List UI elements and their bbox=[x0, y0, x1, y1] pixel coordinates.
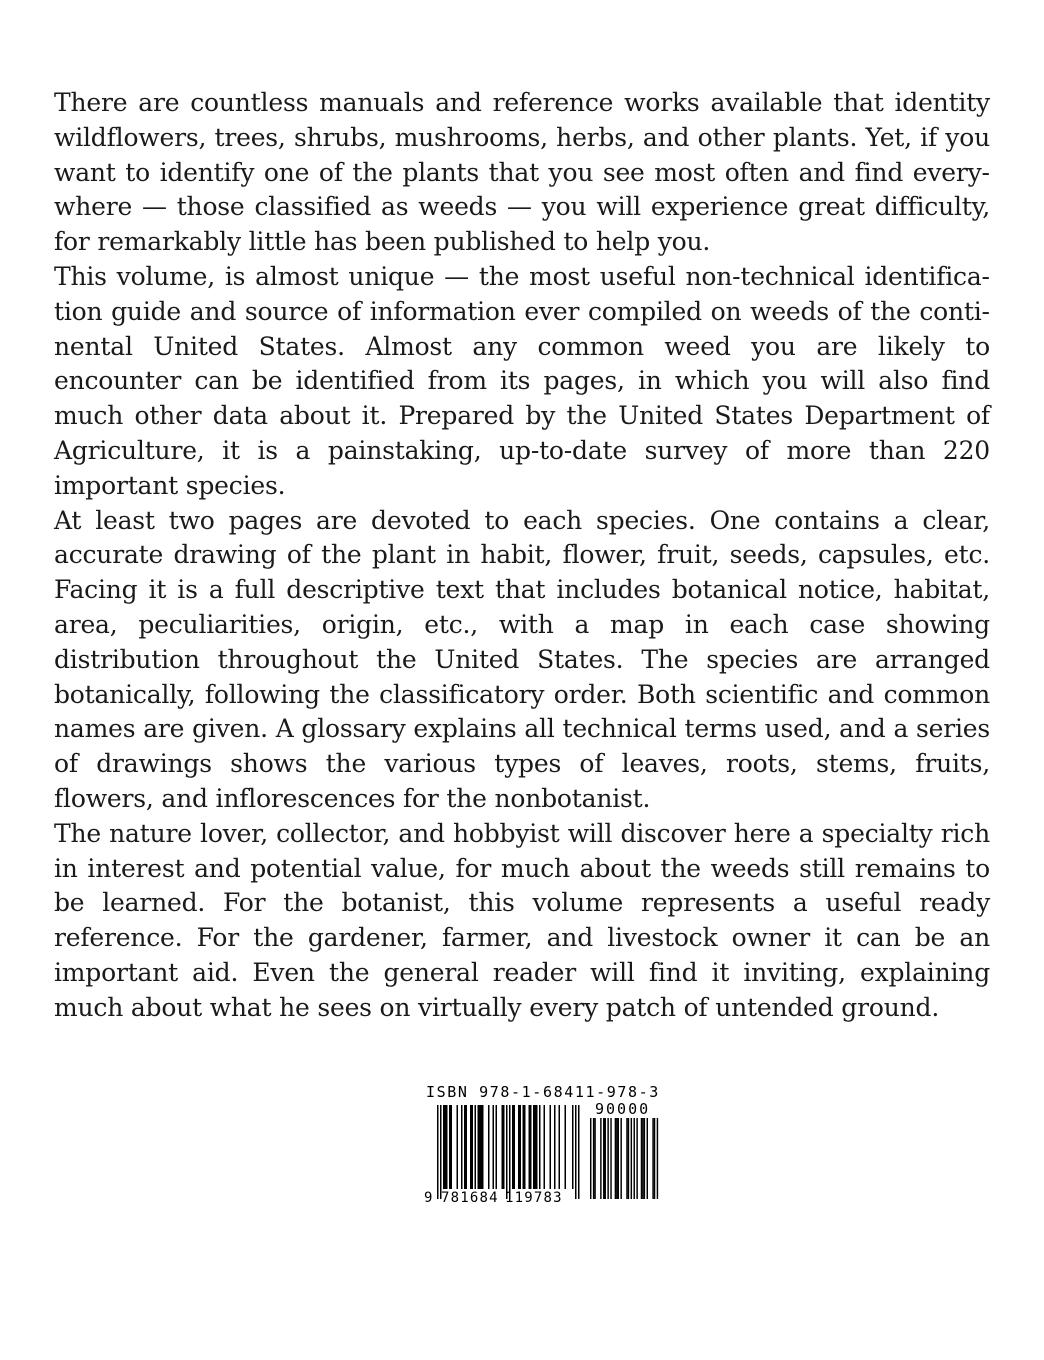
barcode-bar bbox=[488, 1105, 490, 1189]
barcode-bar bbox=[572, 1105, 574, 1189]
barcode-bar bbox=[512, 1105, 514, 1189]
barcode-guard-bar bbox=[578, 1105, 580, 1199]
barcode-bar bbox=[482, 1105, 484, 1189]
isbn-barcode bbox=[424, 1083, 664, 1223]
barcode-bar bbox=[514, 1105, 516, 1189]
barcode-bar bbox=[502, 1105, 504, 1189]
barcode-bar bbox=[524, 1105, 526, 1189]
barcode-bar bbox=[475, 1105, 477, 1189]
barcode-bar bbox=[530, 1105, 532, 1189]
price-addon-code: 90000 bbox=[595, 1100, 651, 1118]
barcode-bar bbox=[472, 1105, 474, 1189]
addon-bar bbox=[636, 1118, 637, 1199]
barcode-bar bbox=[478, 1105, 480, 1189]
barcode-bar bbox=[554, 1105, 556, 1189]
description-paragraph-3: At least two pages are devoted to each species. One contains a clear, accurate drawing of the plant in habit, flower, fruit, seeds, capsules, etc. Facing it is a full descriptive text that includes botanical notice, habitat, area, peculiarities, origin, etc., with a map in each case showing distribution throughout the United States. The species are arranged botanically, following the classificatory order. Both scientific and common names are given. A glossary explains all technical terms used, and a series of drawings shows the various types of leaves, roots, stems, fruits, flowers, and inflorescences for the nonbotanist. bbox=[54, 505, 990, 813]
addon-bar bbox=[620, 1118, 621, 1199]
barcode-bar bbox=[449, 1105, 451, 1189]
barcode-guard-bar bbox=[506, 1105, 508, 1199]
barcode-bar bbox=[523, 1105, 525, 1189]
addon-bar bbox=[605, 1118, 606, 1199]
barcode-left-digits: 781684 bbox=[441, 1190, 499, 1206]
addon-bar bbox=[657, 1118, 658, 1199]
addon-bar bbox=[616, 1118, 617, 1199]
barcode-bar bbox=[446, 1105, 448, 1189]
barcode-bar bbox=[539, 1105, 541, 1189]
barcode-bar bbox=[481, 1105, 483, 1189]
addon-bar bbox=[641, 1118, 642, 1199]
barcode-bar bbox=[533, 1105, 535, 1189]
addon-bar bbox=[607, 1118, 608, 1199]
barcode-bar bbox=[443, 1105, 445, 1189]
barcode-bar bbox=[550, 1105, 552, 1189]
description-paragraph-4: The nature lover, collector, and hobbyist will discover here a specialty rich in interest and potential value, for much about the weeds still remains to be learned. For the botanist, this volume represents a useful ready reference. For the gardener, farmer, and livestock owner it can be an important aid. Even the general reader will find it inviting, explaining much about what he sees on virtually every patch of untended ground. bbox=[54, 818, 990, 1022]
barcode-bar bbox=[559, 1105, 561, 1189]
barcode-bar bbox=[493, 1105, 495, 1189]
addon-bar bbox=[626, 1118, 627, 1199]
addon-bar bbox=[603, 1118, 604, 1199]
barcode-bar bbox=[518, 1105, 520, 1189]
addon-bar bbox=[600, 1118, 601, 1199]
addon-bar bbox=[634, 1118, 635, 1199]
addon-bar bbox=[628, 1118, 629, 1199]
back-cover-description bbox=[54, 86, 990, 1026]
barcode-bar bbox=[520, 1105, 522, 1189]
barcode-bar bbox=[535, 1105, 537, 1189]
addon-bar bbox=[615, 1118, 616, 1199]
addon-bar bbox=[652, 1118, 653, 1199]
barcode-guard-bar bbox=[509, 1105, 511, 1199]
addon-bar bbox=[642, 1118, 643, 1199]
addon-bar bbox=[610, 1118, 611, 1199]
barcode-bar bbox=[496, 1105, 498, 1189]
addon-bars bbox=[590, 1118, 660, 1201]
barcode-guard-bar bbox=[575, 1105, 577, 1199]
description-paragraph-2: This volume, is almost unique — the most useful non-technical identification guide and source of information ever compiled on weeds of the continental United States. Almost any common weed you are likely to encounter can be identified from its pages, in which you will also find much other data about it. Prepared by the United States Department of Agriculture, it is a painstaking, up-to-date survey of more than 220 important species. bbox=[54, 261, 990, 500]
addon-bar bbox=[631, 1118, 632, 1199]
barcode-bar bbox=[536, 1105, 538, 1189]
addon-bar bbox=[647, 1118, 648, 1199]
barcode-bar bbox=[445, 1105, 447, 1189]
addon-bar bbox=[618, 1118, 619, 1199]
addon-bar bbox=[593, 1118, 594, 1199]
barcode-bar bbox=[479, 1105, 481, 1189]
barcode-guard-bar bbox=[437, 1105, 439, 1199]
barcode-bar bbox=[457, 1105, 459, 1189]
barcode-bar bbox=[565, 1105, 567, 1189]
barcode-right-digits: 119783 bbox=[505, 1190, 563, 1206]
description-paragraph-1: There are countless manuals and reference works available that identity wildflowers, trees, shrubs, mushrooms, herbs, and other plants. Yet, if you want to identify one of the plants that you see most often and find everywhere — those classified as weeds — you will experience great difficulty, for remarkably little has been published to help you. bbox=[54, 88, 990, 257]
isbn-number: ISBN 978-1-68411-978-3 bbox=[426, 1083, 660, 1101]
barcode-bar bbox=[461, 1105, 463, 1189]
barcode-bar bbox=[470, 1105, 472, 1189]
addon-bar bbox=[654, 1118, 655, 1199]
barcode-guard-bar bbox=[440, 1105, 442, 1199]
barcode-bar bbox=[464, 1105, 466, 1189]
barcode-bar bbox=[466, 1105, 468, 1189]
ean13-bars bbox=[437, 1105, 585, 1201]
barcode-bar bbox=[544, 1105, 546, 1189]
barcode-bar bbox=[503, 1105, 505, 1189]
addon-bar bbox=[594, 1118, 595, 1199]
barcode-bar bbox=[529, 1105, 531, 1189]
addon-bar bbox=[590, 1118, 591, 1199]
addon-bar bbox=[644, 1118, 645, 1199]
barcode-first-digit: 9 bbox=[424, 1190, 434, 1206]
barcode-bar bbox=[451, 1105, 453, 1189]
